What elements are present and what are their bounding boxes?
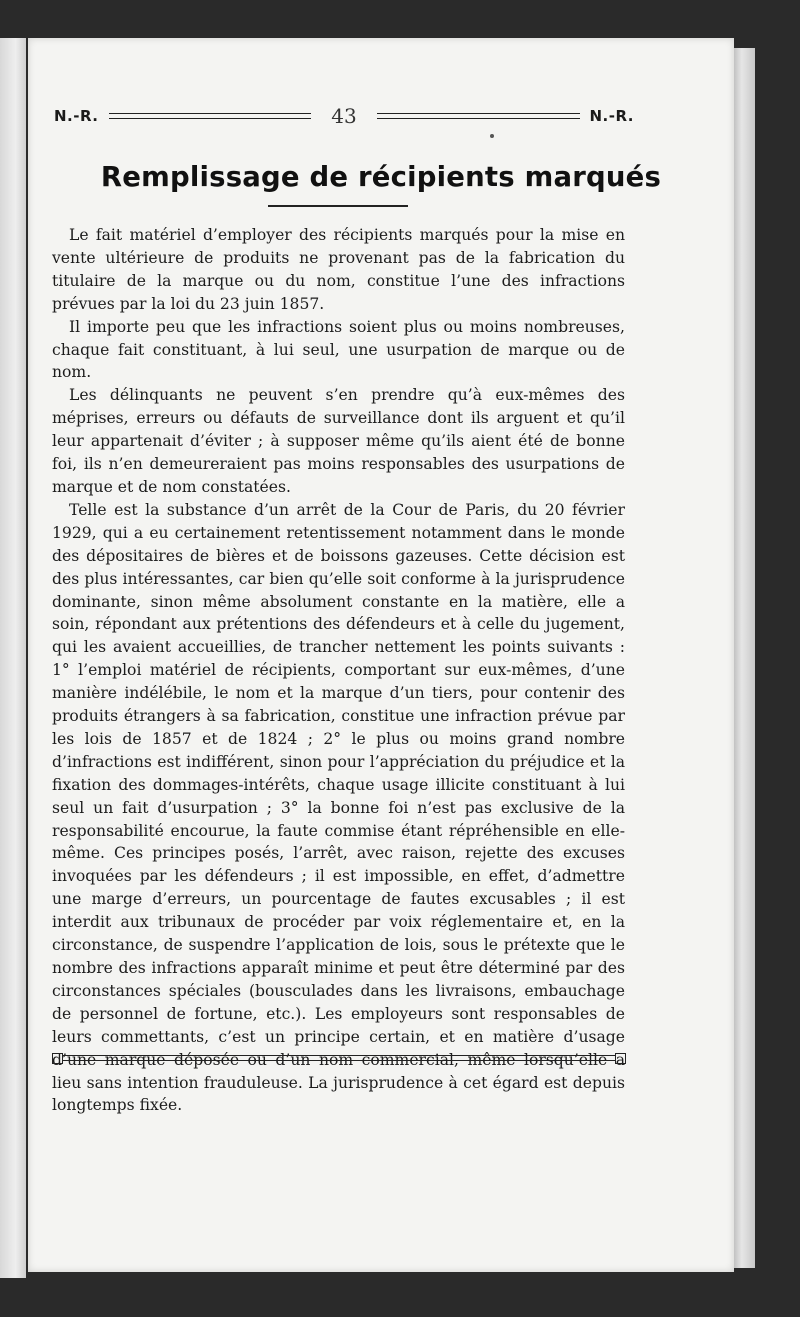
print-speck: [490, 134, 494, 138]
footer-box-left: [52, 1053, 63, 1064]
header-rule-left: [109, 113, 312, 119]
article-body: [52, 224, 625, 1117]
article-title: Remplissage de récipients marqués: [100, 161, 662, 193]
paragraph-4: Telle est la substance d’un arrêt de la Cour de Paris, du 20 février 1929, qui a eu certainement retentissement notamment dans le monde des dépositaires de bières et de boissons gazeuses. Cette décision est des plus intéressantes, car bien qu’elle soit conforme à la jurisprudence dominante, sinon même absolument constante en la matière, elle a soin, répondant aux prétentions des défendeurs et à celle du jugement, qui les avaient accueillies, de trancher nettement les points suivants : 1° l’emploi matériel de récipients, comportant sur eux-mêmes, d’une manière indélébile, le nom et la marque d’un tiers, pour contenir des produits étrangers à sa fabrication, constitue une infraction prévue par les lois de 1857 et de 1824 ; 2° le plus ou moins grand nombre d’infractions est indifférent, sinon pour l’appréciation du préjudice et la fixation des dommages-intérêts, chaque usage illicite constituant à lui seul un fait d’usurpation ; 3° la bonne foi n’est pas exclusive de la responsabilité encourue, la faute commise étant répréhensible en elle-même. Ces principes posés, l’arrêt, avec raison, rejette des excuses invoquées par les défendeurs ; il est impossible, en effet, d’admettre une marge d’erreurs, un pourcentage de fautes excusables ; il est interdit aux tribunaux de procéder par voix réglementaire et, en la circonstance, de suspendre l’application de lois, sous le prétexte que le nombre des infractions apparaît minime et peut être déterminé par des circonstances spéciales (bousculades dans les livraisons, embauchage de personnel de fortune, etc.). Les employeurs sont responsables de leurs commettants, c’est un principe certain, et en matière d’usage d’une marque déposée ou d’un nom commercial, même lorsqu’elle a lieu sans intention frauduleuse. La jurisprudence à cet égard est depuis longtemps fixée.: [52, 500, 625, 1115]
footer-box-right: [615, 1053, 626, 1064]
header-right-label: N.-R.: [589, 107, 635, 125]
page-header: [54, 102, 634, 130]
header-rule-right: [377, 113, 580, 119]
title-underline: [268, 205, 408, 207]
page-footer-rule: [52, 1050, 626, 1066]
footer-double-rule: [63, 1055, 615, 1061]
page-number: 43: [331, 104, 357, 128]
document-page: [28, 38, 734, 1272]
page-stack-edge: [733, 48, 755, 1268]
paragraph-3: Les délinquants ne peuvent s’en prendre qu’à eux-mêmes des méprises, erreurs ou défauts de surveillance dont ils arguent et qu’il leur appartenait d’éviter ; à supposer même qu’ils aient été de bonne foi, ils n’en demeureraient pas moins responsables des usurpations de marque et de nom constatées.: [52, 386, 625, 496]
paragraph-1: Le fait matériel d’employer des récipients marqués pour la mise en vente ultérieure de produits ne provenant pas de la fabrication du titulaire de la marque ou du nom, constitue l’une des infractions prévues par la loi du 23 juin 1857.: [52, 226, 625, 313]
header-left-label: N.-R.: [54, 107, 99, 125]
paragraph-2: Il importe peu que les infractions soient plus ou moins nombreuses, chaque fait constituant, à lui seul, une usurpation de marque ou de nom.: [52, 317, 625, 382]
adjacent-page-edge: [0, 38, 26, 1278]
